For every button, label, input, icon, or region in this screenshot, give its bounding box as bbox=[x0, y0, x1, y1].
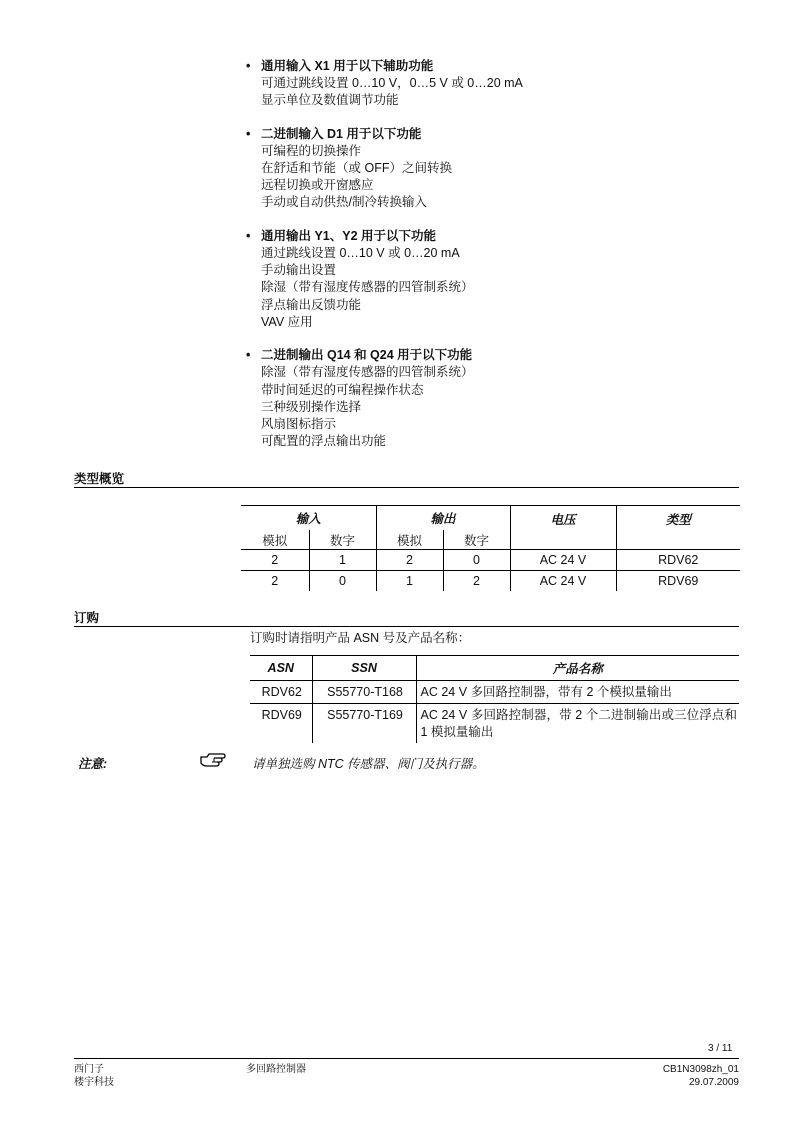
bullet-line: 远程切换或开窗感应 bbox=[261, 178, 374, 193]
table-row bbox=[241, 550, 740, 571]
table-row bbox=[250, 704, 739, 744]
bullet-title: • 通用输入 X1 用于以下辅助功能 bbox=[246, 58, 726, 75]
table-cell: AC 24 V bbox=[510, 571, 616, 592]
bullet-title: • 二进制输出 Q14 和 Q24 用于以下功能 bbox=[246, 347, 726, 364]
bullet-line: 除湿（带有湿度传感器的四管制系统） bbox=[261, 365, 474, 380]
types-table bbox=[241, 505, 740, 591]
bullet-line: 除湿（带有湿度传感器的四管制系统） bbox=[261, 280, 474, 295]
doc-date: 29.07.2009 bbox=[688, 1077, 739, 1088]
header-product-name: 产品名称 bbox=[416, 656, 739, 681]
table-cell: 1 bbox=[376, 571, 443, 592]
table-cell: S55770-T169 bbox=[312, 704, 416, 744]
bullet-line: 可通过跳线设置 0…10 V，0…5 V 或 0…20 mA bbox=[261, 76, 523, 90]
bullet-line: 通过跳线设置 0…10 V 或 0…20 mA bbox=[261, 245, 460, 260]
bullet-line: 浮点输出反馈功能 bbox=[261, 297, 362, 312]
company-name: 西门子 bbox=[74, 1064, 104, 1075]
feature-list bbox=[246, 58, 726, 467]
bullet-line: 风扇图标指示 bbox=[261, 417, 337, 432]
header-asn: ASN bbox=[250, 656, 312, 681]
table-cell: AC 24 V bbox=[510, 550, 616, 571]
bullet-line: VAV 应用 bbox=[261, 314, 313, 329]
section-divider bbox=[74, 626, 739, 627]
footer-divider bbox=[74, 1058, 739, 1059]
bullet-title: • 通用输出 Y1、Y2 用于以下功能 bbox=[246, 228, 726, 245]
bullet-line: 三种级别操作选择 bbox=[261, 399, 362, 414]
footer-product: 多回路控制器 bbox=[246, 1064, 306, 1075]
bullet-group-y1-y2 bbox=[246, 228, 726, 331]
bullet-line: 手动或自动供热/制冷转换输入 bbox=[261, 195, 427, 210]
header-output: 输出 bbox=[376, 506, 510, 531]
subheader-digital: 数字 bbox=[443, 530, 510, 550]
subheader-analog: 模拟 bbox=[241, 530, 309, 550]
bullet-group-q14-q24 bbox=[246, 347, 726, 450]
pointing-hand-icon bbox=[199, 752, 227, 771]
header-type: 类型 bbox=[616, 506, 740, 550]
types-section-title: 类型概览 bbox=[74, 472, 125, 486]
subheader-digital: 数字 bbox=[309, 530, 376, 550]
header-ssn: SSN bbox=[312, 656, 416, 681]
table-cell: RDV69 bbox=[658, 574, 699, 588]
table-cell: 0 bbox=[309, 571, 376, 592]
table-cell: 1 bbox=[309, 550, 376, 571]
note-text: 请单独选购 NTC 传感器、阀门及执行器。 bbox=[252, 757, 485, 771]
table-row bbox=[250, 681, 739, 704]
table-cell: RDV69 bbox=[250, 704, 312, 744]
table-cell: 0 bbox=[443, 550, 510, 571]
table-cell: 2 bbox=[376, 550, 443, 571]
table-row bbox=[241, 571, 740, 592]
section-divider bbox=[74, 487, 739, 488]
note-label: 注意: bbox=[78, 757, 108, 771]
table-cell: S55770-T168 bbox=[312, 681, 416, 704]
table-cell: 2 bbox=[443, 571, 510, 592]
table-cell: 2 bbox=[241, 550, 309, 571]
header-input: 输入 bbox=[241, 506, 376, 531]
order-section-title: 订购 bbox=[74, 611, 100, 625]
bullet-line: 可配置的浮点输出功能 bbox=[261, 434, 387, 449]
table-cell: 2 bbox=[241, 571, 309, 592]
bullet-line: 带时间延迟的可编程操作状态 bbox=[261, 382, 424, 397]
company-division: 楼宇科技 bbox=[74, 1077, 114, 1088]
footer-doc-info bbox=[663, 1063, 739, 1089]
bullet-title: • 二进制输入 D1 用于以下功能 bbox=[246, 126, 726, 143]
order-intro: 订购时请指明产品 ASN 号及产品名称： bbox=[250, 631, 471, 645]
header-voltage: 电压 bbox=[510, 506, 616, 550]
table-cell: AC 24 V 多回路控制器，带 2 个二进制输出或三位浮点和 1 模拟量输出 bbox=[420, 708, 737, 739]
doc-id: CB1N3098zh_01 bbox=[662, 1064, 739, 1075]
table-cell: RDV62 bbox=[250, 681, 312, 704]
order-table bbox=[250, 655, 739, 743]
bullet-line: 手动输出设置 bbox=[261, 263, 337, 278]
bullet-group-x1 bbox=[246, 58, 726, 110]
bullet-group-d1 bbox=[246, 126, 726, 212]
table-cell: AC 24 V 多回路控制器，带有 2 个模拟量输出 bbox=[416, 681, 739, 704]
footer-company bbox=[74, 1063, 114, 1089]
bullet-line: 可编程的切换操作 bbox=[261, 143, 362, 158]
table-cell: RDV62 bbox=[616, 550, 740, 571]
bullet-line: 显示单位及数值调节功能 bbox=[261, 93, 399, 108]
subheader-analog: 模拟 bbox=[376, 530, 443, 550]
bullet-line: 在舒适和节能（或 OFF）之间转换 bbox=[261, 160, 452, 175]
page-number: 3 / 11 bbox=[708, 1043, 733, 1054]
